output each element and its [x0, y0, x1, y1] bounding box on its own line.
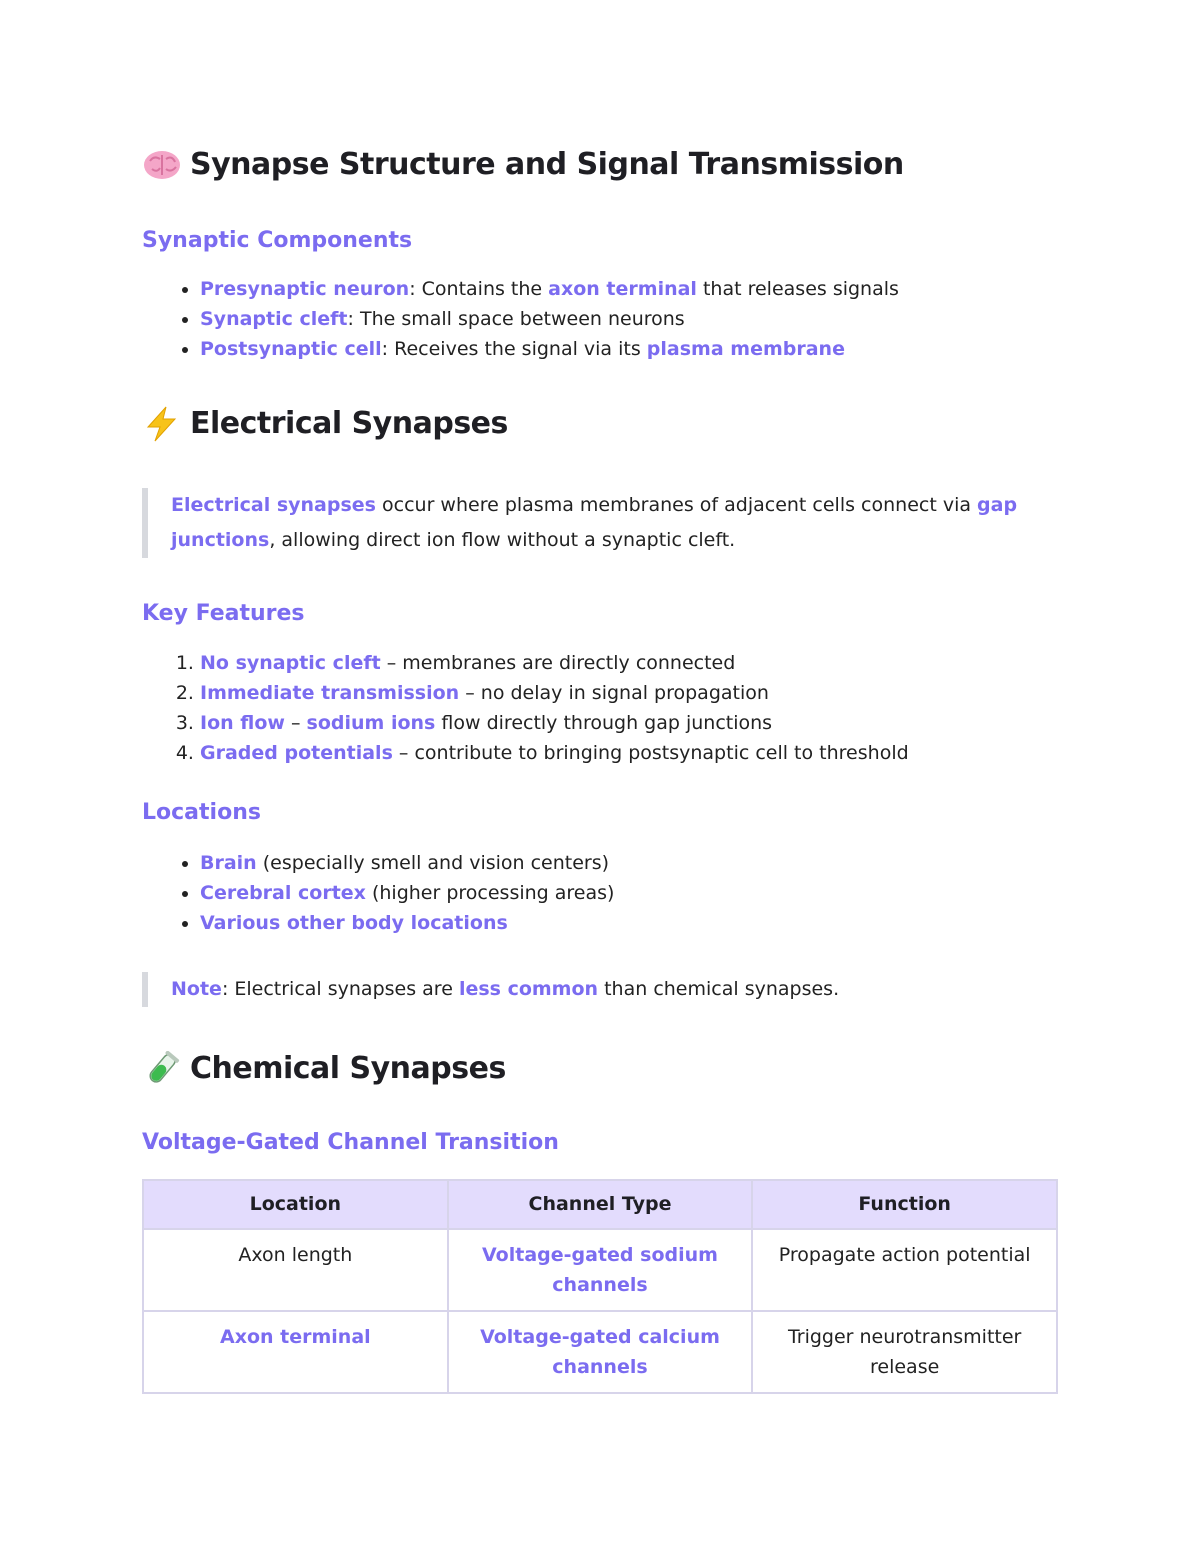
section-heading-locations: Locations [142, 800, 261, 825]
synaptic-components-list [142, 274, 1116, 364]
table-header-cell: Function [752, 1180, 1057, 1229]
section-heading-synaptic-components: Synaptic Components [142, 228, 413, 253]
section-heading-key-features: Key Features [142, 601, 305, 626]
list-item: • Various other body locations [200, 908, 1116, 938]
term: axon terminal [548, 278, 697, 300]
table-header-cell: Channel Type [448, 1180, 753, 1229]
list-item: 1. No synaptic cleft – membranes are directly connected [200, 648, 1116, 678]
table-cell: Propagate action potential [752, 1229, 1057, 1311]
table-cell: Voltage-gated sodium channels [448, 1229, 753, 1311]
table-cell: Axon length [143, 1229, 448, 1311]
channel-table [142, 1179, 1058, 1394]
key-features-list [142, 648, 1116, 768]
table-cell: Trigger neurotransmitter release [752, 1311, 1057, 1393]
table-header-cell: Location [143, 1180, 448, 1229]
section-title-chemical: Chemical Synapses [142, 1051, 506, 1087]
table-row [143, 1311, 1057, 1393]
section-title-electrical: Electrical Synapses [142, 406, 508, 442]
brain-icon [142, 147, 182, 183]
list-item: 4. Graded potentials – contribute to bringing postsynaptic cell to threshold [200, 738, 1116, 768]
electrical-definition-quote: Electrical synapses occur where plasma membranes of adjacent cells connect via gap junctions, allowing direct ion flow without a synaptic cleft. [142, 488, 1058, 558]
term: Presynaptic neuron [200, 278, 410, 300]
table-cell: Axon terminal [143, 1311, 448, 1393]
page-title [142, 147, 904, 183]
locations-list [142, 848, 1116, 938]
note-quote: Note: Electrical synapses are less common than chemical synapses. [142, 972, 1058, 1007]
list-item: 3. Ion flow – sodium ions flow directly through gap junctions [200, 708, 1116, 738]
page-title-text: Synapse Structure and Signal Transmission [190, 147, 904, 182]
test-tube-icon [142, 1051, 182, 1087]
list-item: • Presynaptic neuron: Contains the axon terminal that releases signals [200, 274, 1116, 304]
term: Synaptic cleft [200, 308, 348, 330]
list-item: • Brain (especially smell and vision centers) [200, 848, 1116, 878]
list-item: • Postsynaptic cell: Receives the signal via its plasma membrane [200, 334, 1116, 364]
term: Postsynaptic cell [200, 338, 382, 360]
list-item: 2. Immediate transmission – no delay in signal propagation [200, 678, 1116, 708]
list-item: • Cerebral cortex (higher processing areas) [200, 878, 1116, 908]
term: plasma membrane [646, 338, 845, 360]
table-cell: Voltage-gated calcium channels [448, 1311, 753, 1393]
table-row [143, 1229, 1057, 1311]
list-item: • Synaptic cleft: The small space between neurons [200, 304, 1116, 334]
lightning-icon [142, 406, 182, 442]
section-heading-voltage-gated: Voltage-Gated Channel Transition [142, 1130, 559, 1155]
table-header-row [143, 1180, 1057, 1229]
